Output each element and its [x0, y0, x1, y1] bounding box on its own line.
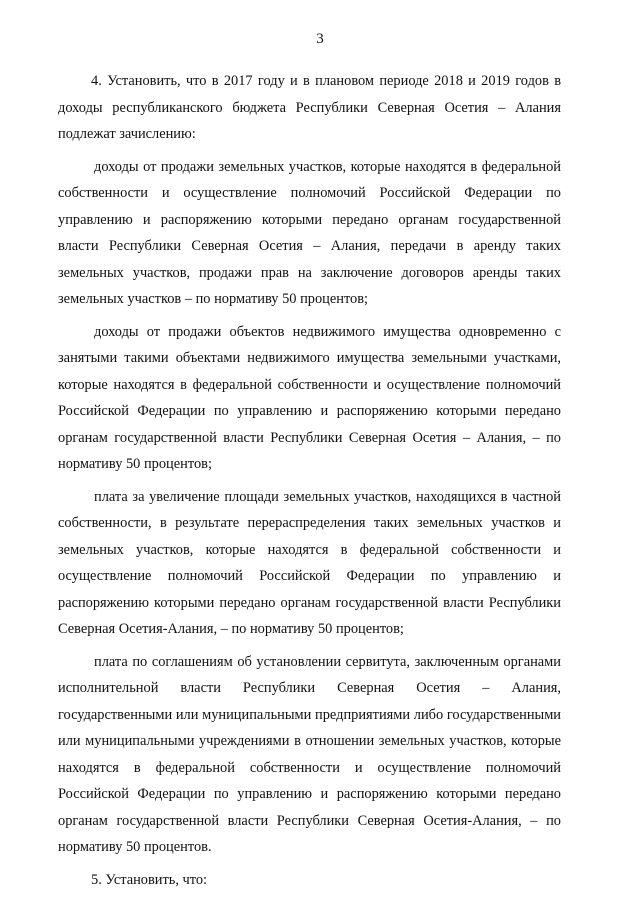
page-number: 3 — [316, 31, 324, 47]
paragraph-easement-agreement-fee: плата по соглашениям об установлении сервитута, заключенным органами исполнительной власти Республики Северная Осетия – Алания, государственными или муниципальными предприятиями либо государственными или муниципальными учреждениями в отношении земельных участков, которые находятся в федеральной собственности и осуществление полномочий Российской Федерации по управлению и распоряжению которыми передано органам государственной власти Республики Северная Осетия-Алания, – по нормативу 50 процентов. — [58, 653, 561, 855]
paragraph-section-4: 4. Установить, что в 2017 году и в плановом периоде 2018 и 2019 годов в доходы республиканского бюджета Республики Северная Осетия – Алания подлежат зачислению: — [58, 73, 561, 142]
document-body — [58, 68, 561, 893]
paragraph-land-area-increase-fee: плата за увеличение площади земельных участков, находящихся в частной собственности, в результате перераспределения таких земельных участков и земельных участков, которые находятся в федеральной собственности и осуществление полномочий Российской Федерации по управлению и распоряжению которыми передано органам государственной власти Республики Северная Осетия-Алания, – по нормативу 50 процентов; — [58, 488, 561, 637]
paragraph-section-5: 5. Установить, что: — [91, 871, 208, 888]
paragraph-land-sale-income: доходы от продажи земельных участков, которые находятся в федеральной собственности и осуществление полномочий Российской Федерации по управлению и распоряжению которыми передано органам государственной власти Республики Северная Осетия – Алания, передачи в аренду таких земельных участков, продажи прав на заключение договоров аренды таких земельных участков – по нормативу 50 процентов; — [58, 158, 561, 307]
paragraph-real-estate-sale-income: доходы от продажи объектов недвижимого имущества одновременно с занятыми такими объектами недвижимого имущества земельными участками, которые находятся в федеральной собственности и осуществление полномочий Российской Федерации по управлению и распоряжению которыми передано органам государственной власти Республики Северная Осетия – Алания, – по нормативу 50 процентов; — [58, 323, 561, 472]
